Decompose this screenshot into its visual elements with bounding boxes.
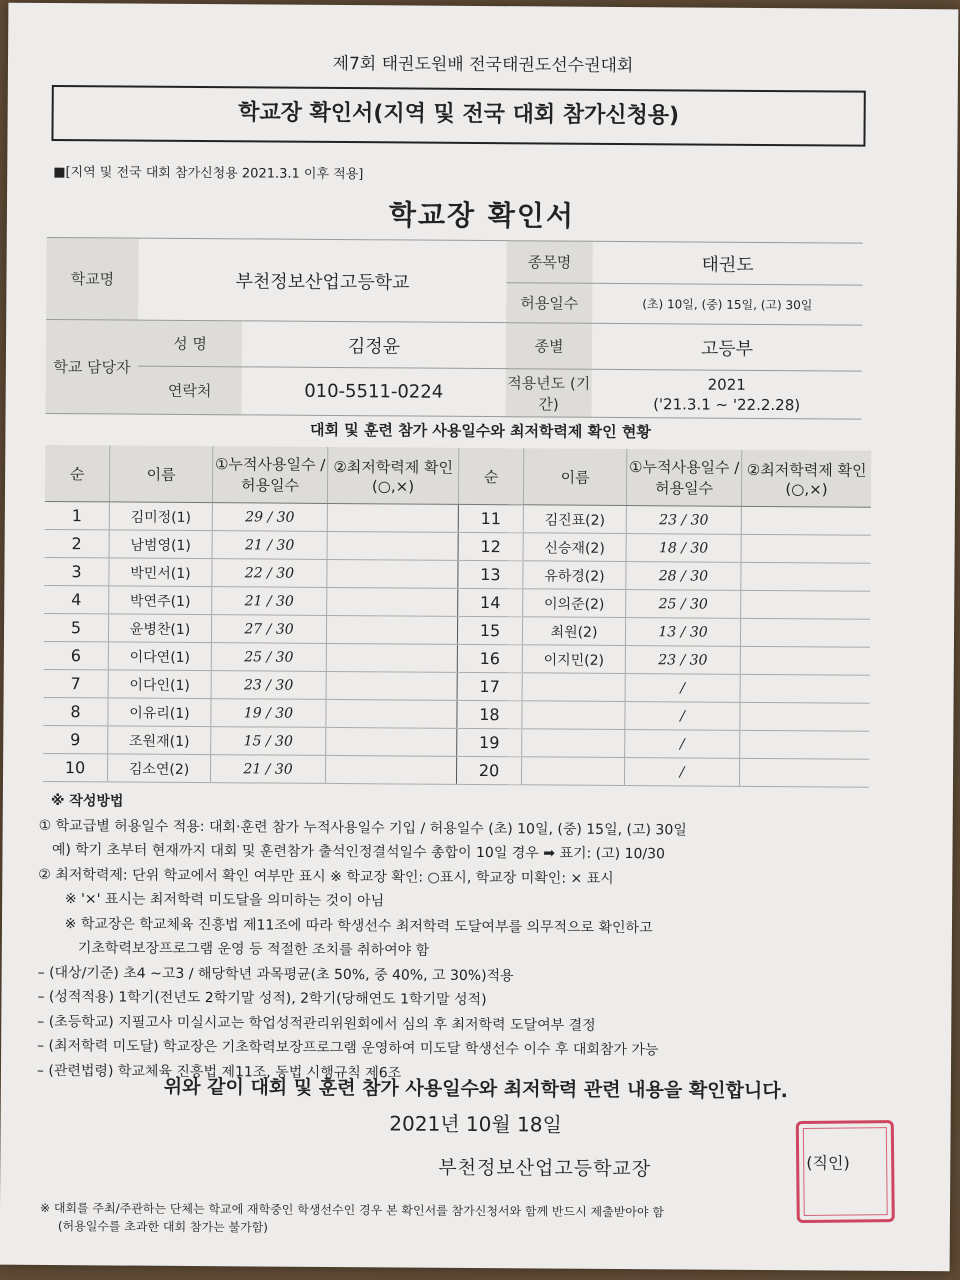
instruction-line: ※ 학교장은 학교체육 진흥법 제11조에 따라 학생선수 최저학력 도달여부를 의무적으로 확인하고 <box>37 915 653 936</box>
student-name: 이다인(1) <box>108 670 211 699</box>
seal-label: (직인) <box>806 1153 850 1173</box>
col-header: ②최저학력제 확인(○,×) <box>741 450 871 507</box>
student-name: 남범영(1) <box>109 530 212 559</box>
instruction-line: – (대상/기준) 초4 ~고3 / 해당학년 과목평균(초 50%, 중 40%, 고 30%)적용 <box>37 964 514 984</box>
instruction-line: 예) 학기 초부터 현재까지 대회 및 훈련참가 출석인정결석일수 총합이 10일 경우 ➡ 표기: (고) 10/30 <box>38 841 666 863</box>
student-name <box>522 701 625 730</box>
principal-name: 부천정보산업고등학교장 <box>438 1156 652 1181</box>
usage-days: 22 / 30 <box>212 559 327 588</box>
col-header: 이름 <box>523 448 626 505</box>
usage-days: 15 / 30 <box>211 727 326 756</box>
event-label: 종목명 <box>506 241 592 284</box>
row-number: 3 <box>44 557 109 585</box>
contact-value: 010-5511-0224 <box>242 367 506 417</box>
student-name: 김진표(2) <box>523 505 626 534</box>
student-name: 윤병찬(1) <box>108 614 211 643</box>
row-number: 5 <box>44 613 109 641</box>
instruction-line: – (성적적용) 1학기(전년도 2학기말 성적), 2학기(당해연도 1학기말 성적) <box>37 988 487 1009</box>
min-academic-check <box>327 531 458 560</box>
row-number: 10 <box>43 753 108 781</box>
student-name: 김소연(2) <box>107 754 210 783</box>
col-header: 순 <box>458 448 523 505</box>
usage-days: / <box>624 758 739 787</box>
usage-days: 28 / 30 <box>626 562 741 591</box>
min-academic-check <box>325 755 456 784</box>
usage-days: 25 / 30 <box>626 590 741 619</box>
min-academic-check <box>740 646 870 675</box>
instruction-line: ① 학교급별 허용일수 적용: 대회·훈련 참가 누적사용일수 기입 / 허용일수 (초) 10일, (중) 15일, (고) 30일 <box>38 817 687 838</box>
student-name: 이다연(1) <box>108 642 211 671</box>
min-academic-check <box>327 503 458 532</box>
min-academic-check <box>741 534 871 563</box>
usage-days: 23 / 30 <box>211 671 326 700</box>
min-academic-check <box>326 671 457 700</box>
student-name: 이의준(2) <box>523 589 626 618</box>
student-name <box>522 729 625 758</box>
footer-line: ※ 대회를 주최/주관하는 단체는 학교에 재학중인 학생선수인 경우 본 확인서를 참가신청서와 함께 반드시 제출받아야 함 <box>39 1200 664 1220</box>
instruction-line: ※ '×' 표시는 최저학력 미도달을 의미하는 것이 아님 <box>38 890 385 910</box>
usage-days: 29 / 30 <box>212 503 327 532</box>
min-academic-check <box>739 758 869 787</box>
writing-instructions <box>37 789 899 1089</box>
usage-days: / <box>625 730 740 759</box>
min-academic-check <box>326 699 457 728</box>
student-name: 김미정(1) <box>109 502 212 531</box>
col-header: 순 <box>45 445 110 502</box>
row-number: 18 <box>457 700 522 728</box>
usage-days: 21 / 30 <box>212 587 327 616</box>
banner-title: 학교장 확인서(지역 및 전국 대회 참가신청용) <box>51 85 865 147</box>
table-row <box>43 753 869 787</box>
row-number: 8 <box>43 697 108 725</box>
usage-days: 21 / 30 <box>212 531 327 560</box>
name-value: 김정윤 <box>242 321 506 369</box>
days-value: (초) 10일, (중) 15일, (고) 30일 <box>592 283 862 325</box>
student-name <box>521 757 624 786</box>
row-number: 7 <box>44 669 109 697</box>
usage-days: 13 / 30 <box>625 618 740 647</box>
row-number: 20 <box>456 756 521 784</box>
row-number: 1 <box>45 501 110 529</box>
division-value: 고등부 <box>592 323 862 371</box>
student-name: 박민서(1) <box>109 558 212 587</box>
student-name: 유하경(2) <box>523 561 626 590</box>
usage-days: / <box>625 674 740 703</box>
min-academic-check <box>740 730 870 759</box>
col-header: ②최저학력제 확인(○,×) <box>327 447 458 504</box>
usage-days: 19 / 30 <box>211 699 326 728</box>
event-value: 태권도 <box>592 241 862 285</box>
footer-note <box>40 1199 664 1239</box>
min-academic-check <box>326 727 457 756</box>
instruction-line: – (최저학력 미도달) 학교장은 기초학력보장프로그램 운영하여 미도달 학생선수 이수 후 대회참가 가능 <box>37 1037 659 1059</box>
document-page <box>0 3 958 1272</box>
row-number: 17 <box>457 672 522 700</box>
name-label: 성 명 <box>138 320 242 367</box>
min-academic-check <box>740 618 870 647</box>
row-number: 19 <box>457 728 522 756</box>
student-name: 이유리(1) <box>108 698 211 727</box>
student-name: 조원재(1) <box>108 726 211 755</box>
instructions-title: ※ 작성방법 <box>50 793 124 810</box>
student-table <box>43 445 871 788</box>
student-name: 이지민(2) <box>522 645 625 674</box>
days-label: 허용일수 <box>506 283 592 324</box>
col-header: ①누적사용일수 /허용일수 <box>212 446 327 503</box>
period-value: ('21.3.1 ~ '22.2.28) <box>653 394 801 414</box>
usage-days: 23 / 30 <box>625 646 740 675</box>
row-number: 11 <box>458 504 523 532</box>
contact-label: 연락처 <box>138 366 242 415</box>
footer-line: (허용일수를 초과한 대회 참가는 불가함) <box>57 1219 269 1235</box>
instruction-line: – (관련법령) 학교체육 진흥법 제11조, 동법 시행규칙 제6조 <box>36 1062 402 1081</box>
school-label: 학교명 <box>46 237 139 320</box>
section-title: 대회 및 훈련 참가 사용일수와 최저학력제 확인 현황 <box>309 420 651 442</box>
min-academic-check <box>741 506 871 535</box>
student-name: 박연주(1) <box>109 586 212 615</box>
usage-days: 25 / 30 <box>211 643 326 672</box>
division-label: 종별 <box>506 323 592 370</box>
min-academic-check <box>741 590 871 619</box>
min-academic-check <box>740 702 870 731</box>
event-title: 제7회 태권도원배 전국태권도선수권대회 <box>332 53 634 77</box>
instruction-line: 기초학력보장프로그램 운영 등 적절한 조치를 취하여야 함 <box>37 939 430 959</box>
year-value: 2021 <box>707 375 746 394</box>
min-academic-check <box>740 674 870 703</box>
usage-days: / <box>625 702 740 731</box>
usage-days: 18 / 30 <box>626 534 741 563</box>
min-academic-check <box>327 587 458 616</box>
year-label: 적용년도 (기간) <box>506 369 592 418</box>
school-info-table <box>46 237 863 420</box>
min-academic-check <box>326 643 457 672</box>
min-academic-check <box>741 562 871 591</box>
row-number: 14 <box>458 588 523 616</box>
student-name: 최원(2) <box>522 617 625 646</box>
usage-days: 21 / 30 <box>210 755 325 784</box>
confirmation-statement: 위와 같이 대회 및 훈련 참가 사용일수와 최저학력 관련 내용을 확인합니다. <box>163 1075 788 1103</box>
instruction-line: – (초등학교) 지필고사 미실시교는 학업성적관리위원회에서 심의 후 최저학력 도달여부 결정 <box>37 1013 596 1034</box>
col-header: 이름 <box>109 445 212 502</box>
applicability-note: ■[지역 및 전국 대회 참가신청용 2021.3.1 이후 적용] <box>53 165 364 183</box>
row-number: 4 <box>44 585 109 613</box>
student-name: 신승재(2) <box>523 533 626 562</box>
min-academic-check <box>327 559 458 588</box>
row-number: 13 <box>458 560 523 588</box>
row-number: 16 <box>457 644 522 672</box>
col-header: ①누적사용일수 /허용일수 <box>626 449 741 506</box>
usage-days: 27 / 30 <box>211 615 326 644</box>
main-title: 학교장 확인서 <box>388 198 576 233</box>
row-number: 9 <box>43 725 108 753</box>
school-value: 부천정보산업고등학교 <box>138 238 507 323</box>
staff-label: 학교 담당자 <box>46 319 139 414</box>
row-number: 2 <box>45 529 110 557</box>
usage-days: 23 / 30 <box>626 506 741 535</box>
row-number: 6 <box>44 641 109 669</box>
row-number: 12 <box>458 532 523 560</box>
min-academic-check <box>326 615 457 644</box>
issue-date: 2021년 10월 18일 <box>389 1111 562 1137</box>
row-number: 15 <box>457 616 522 644</box>
student-name <box>522 673 625 702</box>
instruction-line: ② 최저학력제: 단위 학교에서 확인 여부만 표시 ※ 학교장 확인: ○표시, 학교장 미확인: × 표시 <box>38 866 614 887</box>
